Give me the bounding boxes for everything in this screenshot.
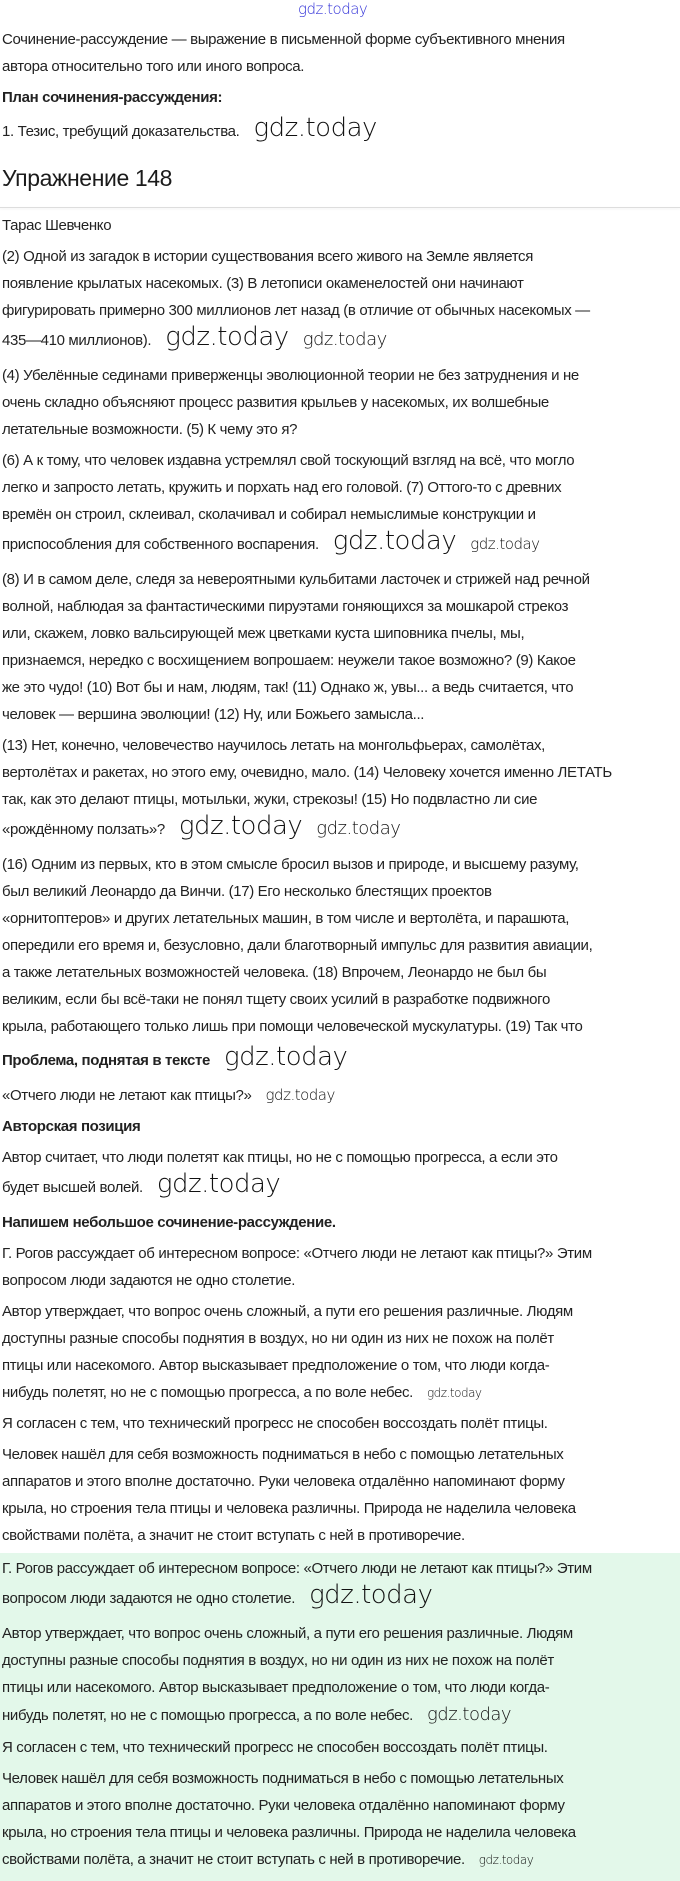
paragraph (2, 732, 680, 847)
text-line (2, 1171, 680, 1205)
section-heading (2, 1209, 680, 1236)
divider (0, 207, 680, 208)
text-line-content: свойствами полёта, а значит не стоит вступать с ней в противоречие. (2, 1851, 465, 1868)
text-line-content: Человек нашёл для себя возможность подниматься в небо с помощью летательных (2, 1446, 564, 1463)
text-line (2, 674, 680, 701)
text-line-content: Г. Рогов рассуждает об интересном вопросе: «Отчего люди не летают как птицы?» Этим (2, 1245, 592, 1262)
paragraph (2, 1298, 680, 1406)
text-line (2, 501, 680, 528)
text-line-content: так, как это делают птицы, мотыльки, жуки, стрекозы! (15) Но подвластно ли сие (2, 791, 538, 808)
paragraph (2, 566, 680, 728)
document-content (0, 26, 680, 1881)
text-line-content: Напишем небольшое сочинение-рассуждение. (2, 1214, 336, 1231)
text-line-content: «орнитоптеров» и других летательных машин, в том числе и вертолёта, и парашюта, (2, 910, 570, 927)
text-line-content: «рождённому ползать»? (2, 821, 165, 838)
text-line (2, 1582, 680, 1616)
text-line (2, 1144, 680, 1171)
paragraph (2, 243, 680, 358)
text-line (2, 878, 680, 905)
watermark: gdz.today (178, 811, 303, 841)
text-line-content: (8) И в самом деле, следя за невероятными кульбитами ласточек и стрижей над речной (2, 571, 590, 588)
text-line (2, 1352, 680, 1379)
watermark: gdz.today (316, 818, 401, 839)
text-line (2, 1379, 680, 1406)
watermark-logo-top: gdz.today (298, 0, 368, 18)
text-line (2, 447, 680, 474)
text-line-content: вертолётах и ракетах, но этого ему, очевидно, мало. (14) Человеку хочется именно ЛЕТАТЬ (2, 764, 612, 781)
text-line-content: признаемся, нередко с восхищением вопрошаем: неужели такое возможно? (9) Какое (2, 652, 576, 669)
text-line (2, 416, 680, 443)
text-line (2, 1113, 680, 1140)
paragraph (2, 1555, 680, 1616)
paragraph (2, 1240, 680, 1294)
text-line (2, 53, 680, 80)
watermark: gdz.today (332, 526, 457, 556)
text-line (2, 1013, 680, 1040)
text-line-content: летательные возможности. (5) К чему это я? (2, 421, 298, 438)
text-line (2, 620, 680, 647)
text-line-content: доступны разные способы поднятия в воздух, но ни один из них не похож на полёт (2, 1330, 554, 1347)
text-line (2, 84, 680, 111)
text-line (2, 297, 680, 324)
text-line-content: (16) Одним из первых, кто в этом смысле бросил вызов и природе, и высшему разуму, (2, 856, 579, 873)
text-line-content: Автор утверждает, что вопрос очень сложный, а пути его решения различные. Людям (2, 1303, 573, 1320)
text-line (2, 362, 680, 389)
text-line (2, 1082, 680, 1109)
text-line (2, 243, 680, 270)
text-line (2, 1765, 680, 1792)
text-line-content: (2) Одной из загадок в истории существования всего живого на Земле является (2, 248, 533, 265)
text-line-content: Авторская позиция (2, 1118, 141, 1135)
text-line-content: а также летательных возможностей человека. (18) Впрочем, Леонардо не был бы (2, 964, 547, 981)
text-line-content: 1. Тезис, требущий доказательства. (2, 123, 240, 140)
watermark: gdz.today (223, 1042, 348, 1072)
watermark: gdz.today (265, 1086, 335, 1104)
text-line (2, 1522, 680, 1549)
text-line (2, 701, 680, 728)
text-line-content: Тарас Шевченко (2, 217, 112, 234)
watermark: gdz.today (426, 1704, 512, 1725)
text-line (2, 732, 680, 759)
paragraph (2, 1734, 680, 1761)
text-line (2, 786, 680, 813)
text-line-content: приспособления для собственного воспарения. (2, 536, 319, 553)
text-line-content: Автор утверждает, что вопрос очень сложный, а пути его решения различные. Людям (2, 1625, 573, 1642)
text-line-content: вопросом люди задаются не одно столетие. (2, 1272, 296, 1289)
text-line-content: План сочинения-рассуждения: (2, 89, 223, 106)
text-line (2, 1410, 680, 1437)
text-line (2, 1819, 680, 1846)
text-line (2, 1495, 680, 1522)
text-line-content: крыла, работающего только лишь при помощи человеческой мускулатуры. (19) Так что (2, 1018, 583, 1035)
paragraph (2, 212, 680, 239)
text-line (2, 1209, 680, 1236)
highlighted-essay (0, 1553, 680, 1881)
intro-section (0, 26, 680, 149)
section-heading (2, 1113, 680, 1140)
paragraph (2, 1765, 680, 1873)
text-line (2, 474, 680, 501)
text-line-content: аппаратов и этого вполне достаточно. Руки человека отдалённо напоминают форму (2, 1473, 565, 1490)
text-line (2, 1468, 680, 1495)
watermark: gdz.today (156, 1169, 281, 1199)
text-line-content: Я согласен с тем, что технический прогресс не способен воссоздать полёт птицы. (2, 1739, 548, 1756)
text-line-content: волной, наблюдая за фантастическими пируэтами гоняющихся за мошкарой стрекоз (2, 598, 569, 615)
text-line (2, 324, 680, 358)
text-line-content: доступны разные способы поднятия в воздух, но ни один из них не похож на полёт (2, 1652, 554, 1669)
text-line-content: нибудь полетят, но не с помощью прогресса, а по воле небес. (2, 1384, 413, 1401)
text-line-content: автора относительно того или иного вопроса. (2, 58, 305, 75)
text-line (2, 1298, 680, 1325)
paragraph (2, 26, 680, 80)
text-line (2, 932, 680, 959)
text-line (2, 212, 680, 239)
text-line-content: Г. Рогов рассуждает об интересном вопросе: «Отчего люди не летают как птицы?» Этим (2, 1560, 592, 1577)
text-line (2, 270, 680, 297)
text-line-content: опередили его время и, безусловно, дали благотворный импульс для развития авиации, (2, 937, 593, 954)
watermark: gdz.today (302, 329, 387, 350)
watermark: gdz.today (309, 1580, 433, 1610)
text-line (2, 851, 680, 878)
text-line (2, 1734, 680, 1761)
exercise-heading: Упражнение 148 (2, 165, 172, 191)
text-line (2, 986, 680, 1013)
text-line-content: Сочинение-рассуждение — выражение в письменной форме субъективного мнения (2, 31, 565, 48)
text-line-content: или, скажем, ловко вальсирующей меж цветками куста шиповника пчелы, мы, (2, 625, 525, 642)
text-line (2, 905, 680, 932)
text-line-content: же это чудо! (10) Вот бы и нам, людям, так! (11) Однако ж, увы... а ведь считается, что (2, 679, 574, 696)
text-line-content: времён он строил, склеивал, сколачивал и собирал немыслимые конструкции и (2, 506, 536, 523)
paragraph (2, 1144, 680, 1205)
text-line-content: нибудь полетят, но не с помощью прогресса, а по воле небес. (2, 1707, 413, 1724)
text-line (2, 1325, 680, 1352)
paragraph (2, 447, 680, 562)
text-line-content: легко и запросто летать, кружить и порхать над его головой. (7) Оттого-то с древних (2, 479, 562, 496)
text-line-content: фигурировать примерно 300 миллионов лет назад (в отличие от обычных насекомых — (2, 302, 590, 319)
text-line (2, 647, 680, 674)
text-line-content: «Отчего люди не летают как птицы?» (2, 1087, 252, 1104)
text-line (2, 1240, 680, 1267)
watermark: gdz.today (426, 1386, 482, 1400)
text-line (2, 115, 680, 149)
text-line (2, 1846, 680, 1873)
watermark: gdz.today (478, 1853, 534, 1867)
section-heading (2, 84, 680, 111)
text-line (2, 528, 680, 562)
watermark: gdz.today (253, 113, 377, 143)
text-line-content: (6) А к тому, что человек издавна устремлял свой тоскующий взгляд на всё, что могло (2, 452, 575, 469)
text-line-content: 435—410 миллионов). (2, 332, 152, 349)
text-line-content: великим, если бы всё-таки не понял тщету своих усилий в разработке подвижного (2, 991, 550, 1008)
paragraph (2, 851, 680, 1040)
text-line (2, 959, 680, 986)
text-line-content: Автор считает, что люди полетят как птицы, но не с помощью прогресса, а если это (2, 1149, 558, 1166)
watermark: gdz.today (470, 535, 540, 553)
text-line (2, 1555, 680, 1582)
text-line (2, 813, 680, 847)
exercise-body (0, 212, 680, 1549)
watermark: gdz.today (165, 322, 289, 352)
text-line (2, 759, 680, 786)
text-line-content: птицы или насекомого. Автор высказывает предположение о том, что люди когда- (2, 1679, 550, 1696)
text-line (2, 1647, 680, 1674)
paragraph (2, 1441, 680, 1549)
text-line-content: был великий Леонардо да Винчи. (17) Его несколько блестящих проектов (2, 883, 492, 900)
text-line-content: аппаратов и этого вполне достаточно. Руки человека отдалённо напоминают форму (2, 1797, 565, 1814)
text-line-content: Проблема, поднятая в тексте (2, 1052, 210, 1069)
text-line-content: очень складно объясняют процесс развития крыльев у насекомых, их волшебные (2, 394, 549, 411)
paragraph (2, 115, 680, 149)
paragraph (2, 1410, 680, 1437)
text-line-content: крыла, но строения тела птицы и человека различны. Природа не наделила человека (2, 1824, 576, 1841)
text-line (2, 566, 680, 593)
paragraph (2, 1620, 680, 1730)
text-line-content: человек — вершина эволюции! (12) Ну, или Божьего замысла... (2, 706, 425, 723)
text-line-content: (4) Убелённые сединами приверженцы эволюционной теории не без затруднения и не (2, 367, 579, 384)
paragraph (2, 362, 680, 443)
text-line (2, 1701, 680, 1730)
text-line-content: свойствами полёта, а значит не стоит вступать с ней в противоречие. (2, 1527, 465, 1544)
text-line (2, 1267, 680, 1294)
text-line (2, 1674, 680, 1701)
text-line-content: вопросом люди задаются не одно столетие. (2, 1590, 296, 1607)
section-heading (2, 1044, 680, 1078)
text-line-content: птицы или насекомого. Автор высказывает предположение о том, что люди когда- (2, 1357, 550, 1374)
text-line-content: будет высшей волей. (2, 1179, 143, 1196)
text-line (2, 1792, 680, 1819)
text-line-content: Человек нашёл для себя возможность подниматься в небо с помощью летательных (2, 1770, 564, 1787)
text-line (2, 593, 680, 620)
text-line (2, 389, 680, 416)
text-line-content: (13) Нет, конечно, человечество научилось летать на монгольфьерах, самолётах, (2, 737, 545, 754)
text-line (2, 1441, 680, 1468)
text-line-content: появление крылатых насекомых. (3) В летописи окаменелостей они начинают (2, 275, 524, 292)
text-line (2, 1620, 680, 1647)
text-line (2, 26, 680, 53)
paragraph (2, 1082, 680, 1109)
text-line-content: крыла, но строения тела птицы и человека различны. Природа не наделила человека (2, 1500, 576, 1517)
text-line (2, 1044, 680, 1078)
text-line-content: Я согласен с тем, что технический прогресс не способен воссоздать полёт птицы. (2, 1415, 548, 1432)
